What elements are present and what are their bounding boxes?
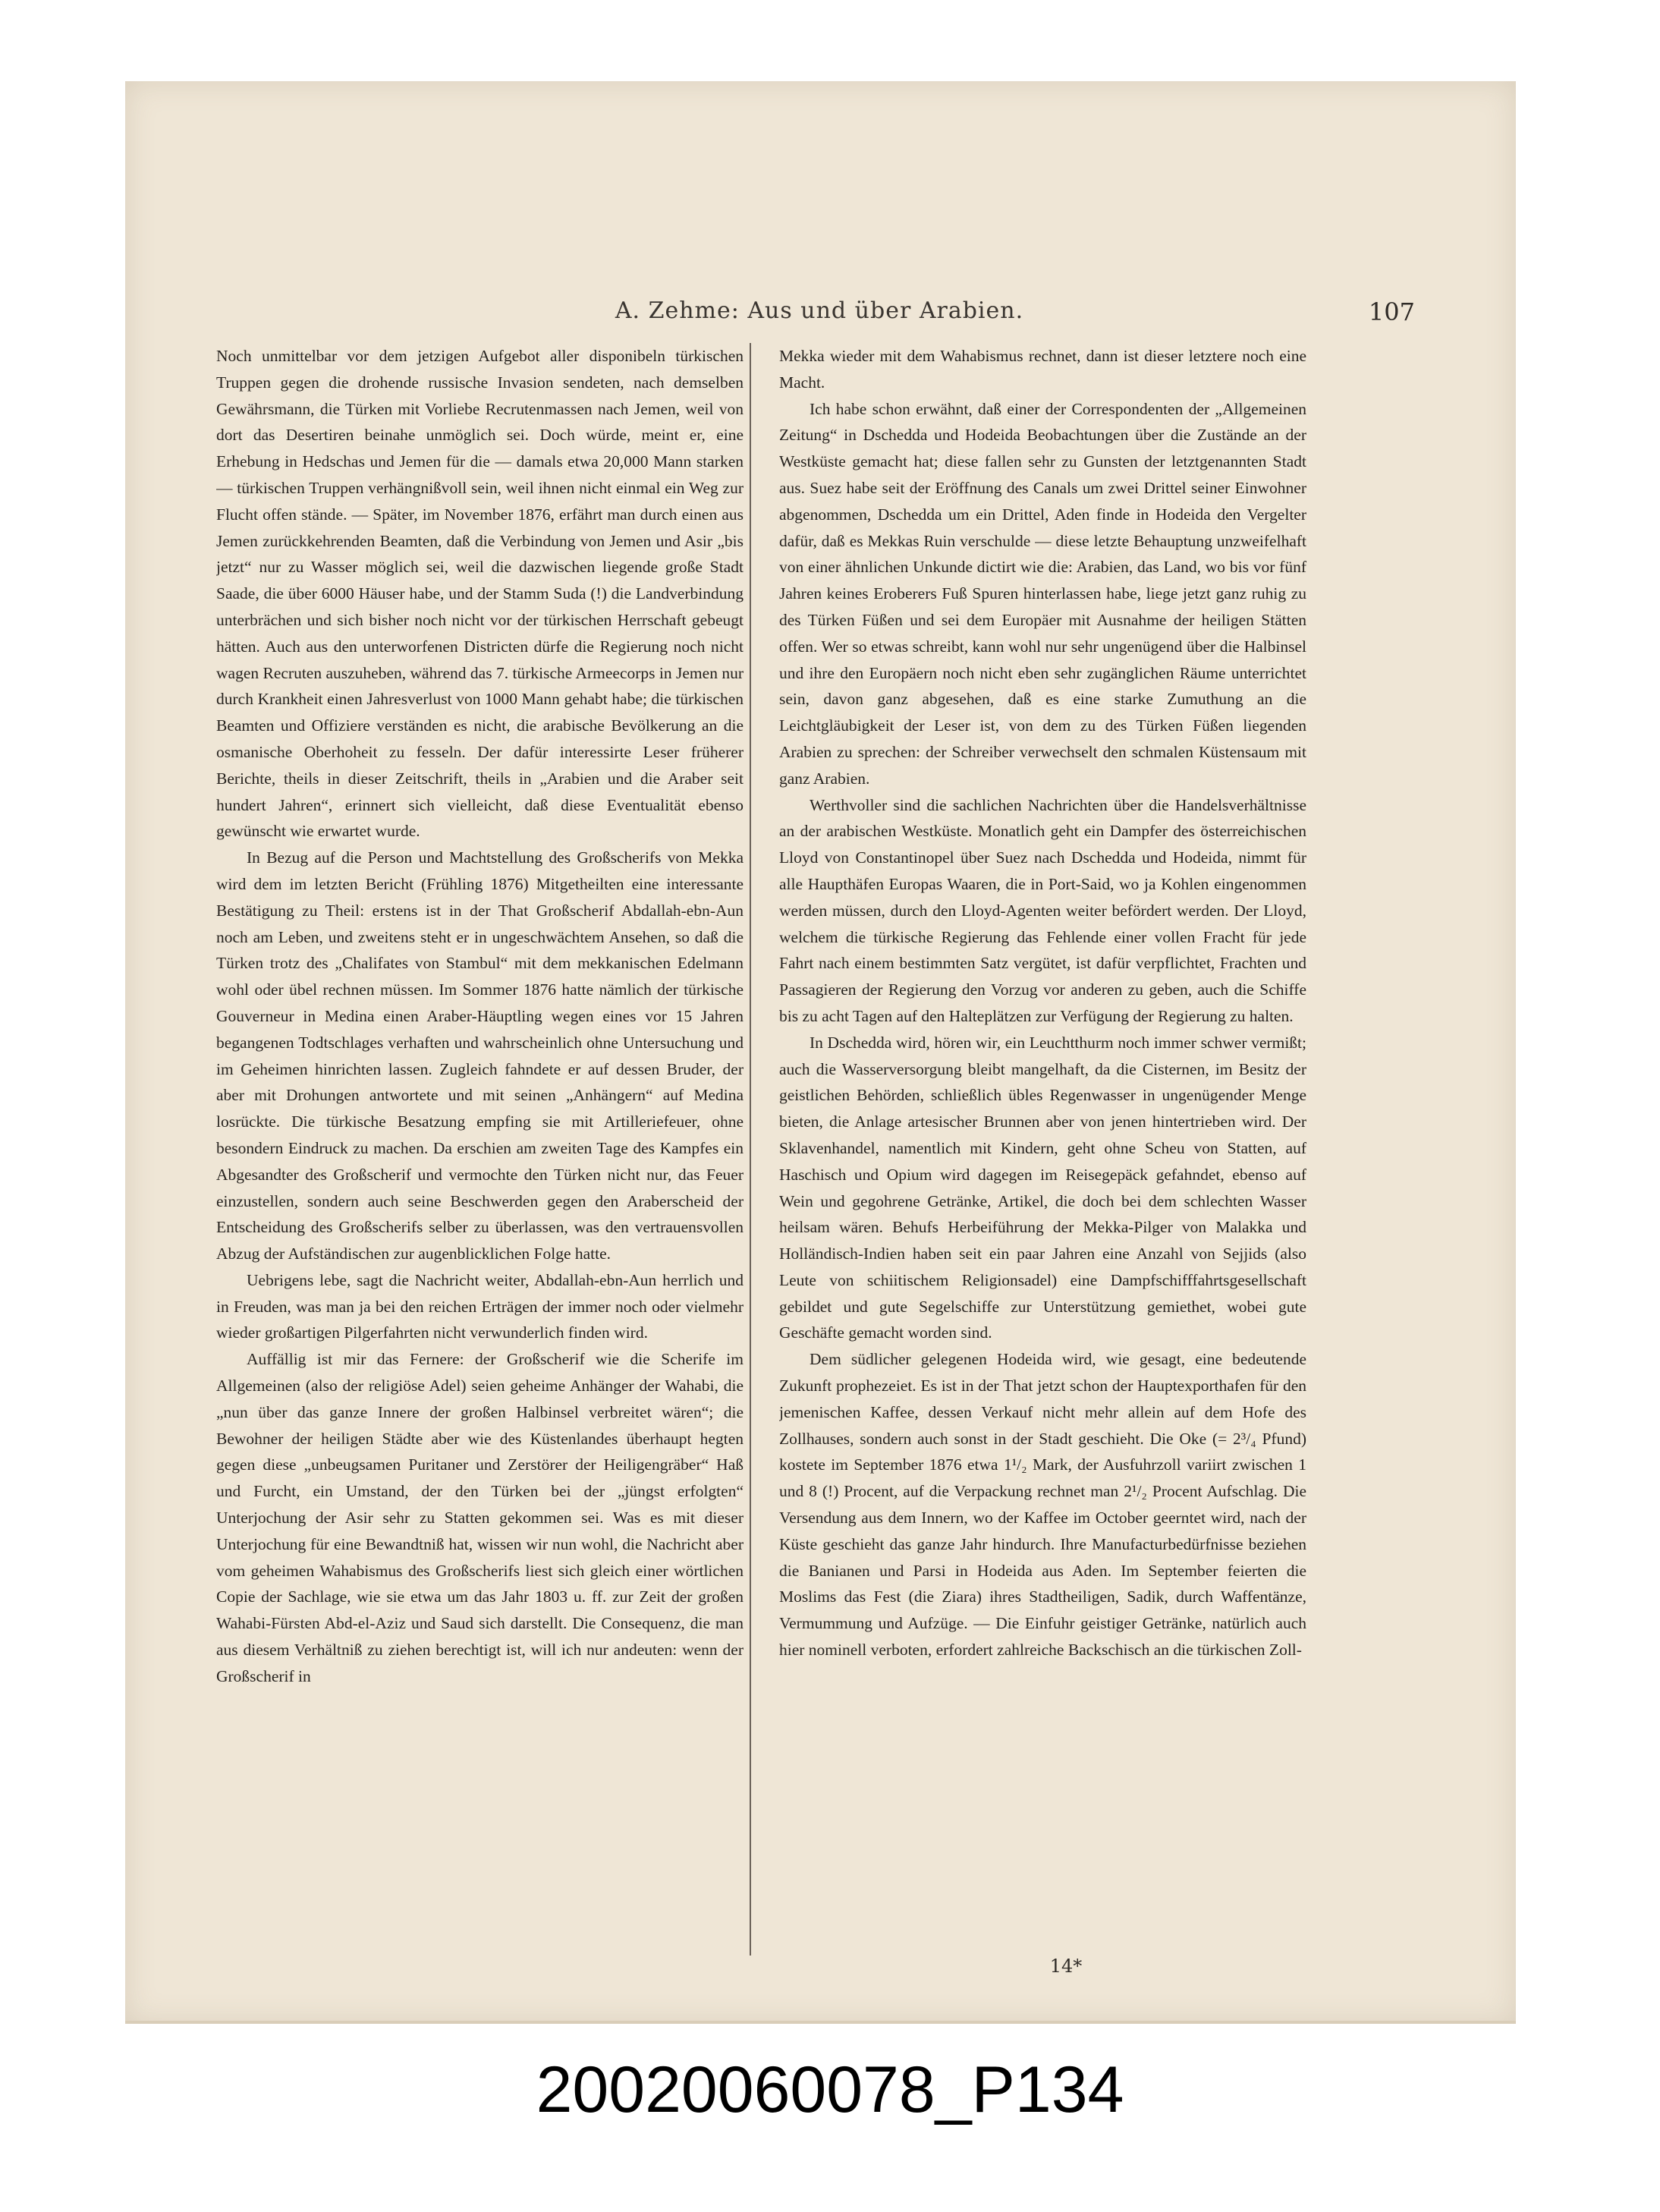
archive-id-caption: 20020060078_P134: [536, 2053, 1124, 2126]
paragraph: Uebrigens lebe, sagt die Nachricht weiter, Abdallah-ebn-Aun herrlich und in Freuden, was man ja bei den reichen Erträgen der immer noch oder vielmehr wieder großartigen Pilgerfahrten nicht verwunderlich finden wird.: [216, 1270, 744, 1342]
page-header: [125, 297, 1516, 328]
right-text-column: [779, 343, 1306, 1956]
left-text-column: [216, 343, 744, 1956]
paper-edge: [125, 2021, 1516, 2024]
paragraph: In Bezug auf die Person und Machtstellung des Großscherifs von Mekka wird dem im letzten Bericht (Frühling 1876) Mitgetheilten eine interessante Bestätigung zu Theil: erstens ist in der That Großscherif Abdallah-ebn-Aun noch am Leben, und zweitens steht er in ungeschwächtem Ansehen, so daß die Türken trotz des „Chalifates von Stambul“ mit dem mekkanischen Edelmann wohl oder übel rechnen müssen. Im Sommer 1876 hatte nämlich der türkische Gouverneur in Medina einen Araber-Häuptling wegen eines vor 15 Jahren begangenen Todtschlages verhaften und wahrscheinlich ohne Untersuchung und im Geheimen hinrichten lassen. Zugleich fahndete er auf dessen Bruder, der aber mit Drohungen antwortete und mit seinen „Anhängern“ auf Medina losrückte. Die türkische Besatzung empfing sie mit Artilleriefeuer, ohne besondern Eindruck zu machen. Da erschien am zweiten Tage des Kampfes ein Abgesandter des Großscherif und vermochte den Türken nicht nur, das Feuer einzustellen, sondern auch seine Beschwerden gegen den Araberscheid der Entscheidung des Großscherifs selber zu überlassen, was den vertrauensvollen Abzug der Aufständischen zur augenblicklichen Folge hatte.: [216, 848, 744, 1263]
paragraph: Dem südlicher gelegenen Hodeida wird, wie gesagt, eine bedeutende Zukunft prophezeiet. Es ist in der That jetzt schon der Hauptexporthafen für den jemenischen Kaffee, dessen Verkauf nicht mehr allein auf dem Hofe des Zollhauses, sondern auch sonst in der Stadt geschieht. Die Oke (= 2³/₄ Pfund) kostete im September 1876 etwa 1¹/₂ Mark, der Ausfuhrzoll variirt zwischen 1 und 8 (!) Procent, auf die Verpackung rechnet man 2¹/₂ Procent Aufschlag. Die Versendung aus dem Innern, wo der Kaffee im October geerntet wird, nach der Küste geschieht das ganze Jahr hindurch. Ihre Manufacturbedürfnisse beziehen die Banianen und Parsi in Hodeida aus Aden. Im September feierten die Moslims das Fest (die Ziara) ihres Stadtheiligen, Sadik, durch Waffentänze, Vermummung und Aufzüge. — Die Einfuhr geistiger Getränke, natürlich auch hier nominell verboten, erfordert zahlreiche Backschisch an die türkischen Zoll-: [779, 1350, 1306, 1660]
signature-mark: 14*: [1049, 1956, 1083, 1977]
paragraph: In Dschedda wird, hören wir, ein Leuchtthurm noch immer schwer vermißt; auch die Wasserversorgung bleibt mangelhaft, da die Cisternen, im Besitz der geistlichen Behörden, schließlich übles Regenwasser in ungenügender Menge bieten, die Anlage artesischer Brunnen aber von jenen hintertrieben wird. Der Sklavenhandel, namentlich mit Kindern, geht ohne Scheu von Statten, auf Haschisch und Opium wird dagegen im Reisegepäck gefahndet, ebenso auf Wein und gegohrene Getränke, Artikel, die doch bei dem schlechten Wasser heilsam wären. Behufs Herbeiführung der Mekka-Pilger von Malakka und Holländisch-Indien haben seit ein paar Jahren eine Anzahl von Sejjids (also Leute von schiitischem Religionsadel) eine Dampfschifffahrtsgesellschaft gebildet und gute Segelschiffe zur Unterstützung gemiethet, wobei gute Geschäfte gemacht worden sind.: [779, 1033, 1306, 1342]
paragraph: Noch unmittelbar vor dem jetzigen Aufgebot aller disponibeln türkischen Truppen gegen die drohende russische Invasion sendeten, nach demselben Gewährsmann, die Türken mit Vorliebe Recrutenmassen nach Jemen, weil von dort das Desertiren beinahe unmöglich sei. Doch würde, meint er, eine Erhebung in Hedschas und Jemen für die — damals etwa 20,000 Mann starken — türkischen Truppen verhängnißvoll sein, weil ihnen nicht einmal ein Weg zur Flucht offen stände. — Später, im November 1876, erfährt man durch einen aus Jemen zurückkehrenden Beamten, daß die Verbindung von Jemen und Asir „bis jetzt“ nur zu Wasser möglich sei, weil die dazwischen liegende große Stadt Saade, die über 6000 Häuser habe, und der Stamm Suda (!) die Landverbindung unterbrächen und sich bisher noch nicht vor der türkischen Herrschaft gebeugt hätten. Auch aus den unterworfenen Districten dürfe die Regierung noch nicht wagen Recruten auszuheben, während das 7. türkische Armeecorps in Jemen nur durch Krankheit einen Jahresverlust von 1000 Mann gehabt habe; die türkischen Beamten und Offiziere verständen es nicht, die arabische Bevölkerung an die osmanische Oberhoheit zu fesseln. Der dafür interessirte Leser früherer Berichte, theils in dieser Zeitschrift, theils in „Arabien und die Araber seit hundert Jahren“, erinnert sich vielleicht, daß diese Eventualität ebenso gewünscht wie erwartet wurde.: [216, 347, 744, 841]
column-divider: [750, 343, 751, 1956]
paragraph: Werthvoller sind die sachlichen Nachrichten über die Handelsverhältnisse an der arabischen Westküste. Monatlich geht ein Dampfer des österreichischen Lloyd von Constantinopel über Suez nach Dschedda und Hodeida, nimmt für alle Haupthäfen Europas Waaren, die in Port-Said, wo ja Kohlen eingenommen werden müssen, durch den Lloyd-Agenten weiter befördert werden. Der Lloyd, welchem die türkische Regierung das Fehlende einer vollen Fracht für jede Fahrt nach einem bestimmten Satz vergütet, ist dafür verpflichtet, Frachten und Passagieren der Regierung den Vorzug vor anderen zu geben, auch die Schiffe bis zu acht Tagen auf den Halteplätzen zur Verfügung der Regierung zu halten.: [779, 795, 1306, 1025]
page-number: 107: [1368, 297, 1415, 326]
paragraph: Mekka wieder mit dem Wahabismus rechnet, dann ist dieser letztere noch eine Macht.: [779, 347, 1306, 392]
paragraph: Ich habe schon erwähnt, daß einer der Correspondenten der „Allgemeinen Zeitung“ in Dschedda und Hodeida Beobachtungen über die Zustände an der Westküste gemacht hat; diese fallen sehr zu Gunsten der letztgenannten Stadt aus. Suez habe seit der Eröffnung des Canals um zwei Drittel seiner Einwohner abgenommen, Dschedda um ein Drittel, Aden finde in Hodeida den Vergelter dafür, daß es Mekkas Ruin verschulde — diese letzte Behauptung unzweifelhaft von einer ähnlichen Unkunde dictirt wie die: Arabien, das Land, wo bis vor fünf Jahren keines Eroberers Fuß Spuren hinterlassen habe, liege jetzt ganz ruhig zu des Türken Füßen und sei dem Europäer mit Ausnahme der heiligen Stätten offen. Wer so etwas schreibt, kann wohl nur sehr ungenügend über die Halbinsel und ihre den Europäern noch nicht eben sehr zugänglichen Räume unterrichtet sein, davon ganz abgesehen, daß es eine starke Zumuthung an die Leichtgläubigkeit der Leser ist, von dem zu des Türken Füßen liegenden Arabien zu sprechen: der Schreiber verwechselt den schmalen Küstensaum mit ganz Arabien.: [779, 399, 1306, 788]
running-head: A. Zehme: Aus und über Arabien.: [615, 297, 1024, 324]
scanned-page: [125, 81, 1516, 2024]
paragraph: Auffällig ist mir das Fernere: der Großscherif wie die Scherife im Allgemeinen (also der religiöse Adel) seien geheime Anhänger der Wahabi, die „nun über das ganze Innere der großen Halbinsel verbreitet wären“; die Bewohner der heiligen Städte aber wie des Küstenlandes überhaupt hegten gegen diese „unbeugsamen Puritaner und Zerstörer der Heiligengräber“ Haß und Furcht, ein Umstand, der den Türken bei der „jüngst erfolgten“ Unterjochung der Asir sehr zu Statten gekommen sei. Was es mit dieser Unterjochung für eine Bewandtniß hat, wissen wir nun wohl, die Nachricht aber vom geheimen Wahabismus des Großscherifs liest sich gleich einer wörtlichen Copie der Sachlage, wie sie etwa um das Jahr 1803 u. ff. zur Zeit der großen Wahabi-Fürsten Abd-el-Aziz und Saud sich darstellt. Die Consequenz, die man aus diesem Verhältniß zu ziehen berechtigt ist, will ich nur andeuten: wenn der Großscherif in: [216, 1350, 744, 1685]
